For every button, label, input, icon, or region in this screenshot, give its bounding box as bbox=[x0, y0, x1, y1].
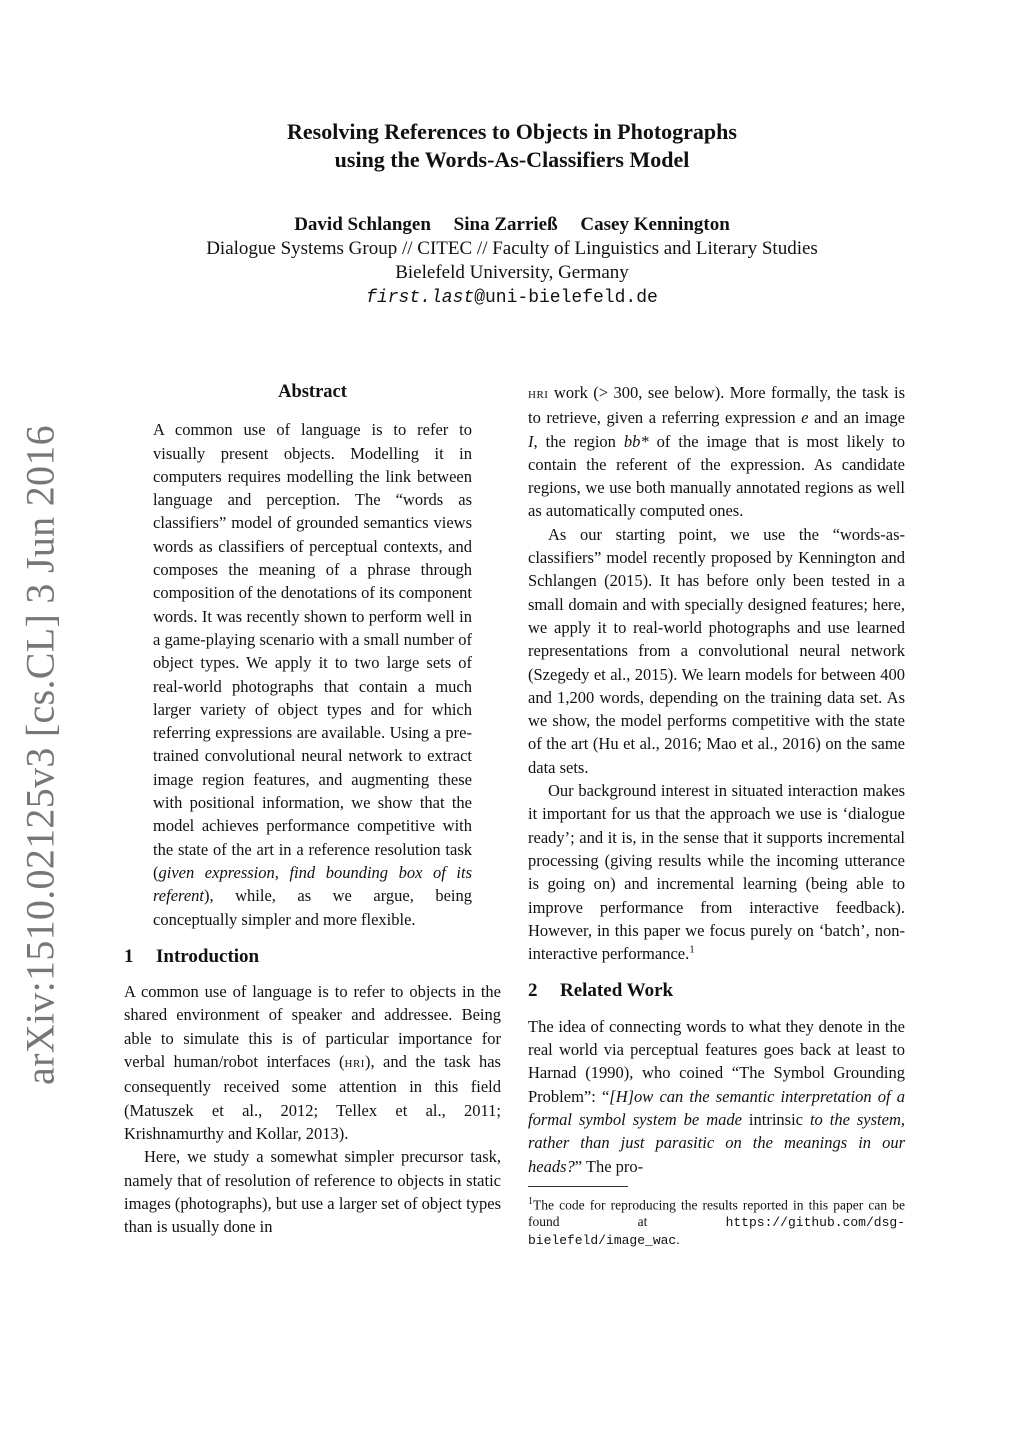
section-number: 1 bbox=[124, 945, 134, 967]
related-quote-italic: to the system, rather than just parasitic on the meanings in our heads? bbox=[528, 1109, 905, 1176]
footnote-url-link[interactable]: https://github.com/dsg-bielefeld/image_wac bbox=[528, 1215, 905, 1249]
arxiv-sidebar bbox=[14, 425, 66, 1085]
hri-abbrev: hri bbox=[528, 386, 549, 402]
author-names bbox=[112, 213, 912, 237]
related-text: ” The pro- bbox=[574, 1156, 644, 1176]
left-column bbox=[124, 381, 501, 1238]
related-text: intrinsic bbox=[741, 1109, 810, 1129]
right-text: work (> 300, see below). More formally, the task is to retrieve, given a referring expression bbox=[528, 383, 905, 428]
author-name: Sina Zarrieß bbox=[453, 214, 558, 235]
right-paragraph-3 bbox=[528, 779, 905, 965]
intro-paragraph-1 bbox=[124, 980, 501, 1145]
right-paragraph-2: As our starting point, we use the “words-as-classifiers” model recently proposed by Kennington and Schlangen (2015). It has before only been tested in a small domain and with specially designed features; here, we apply it to real-world photographs and use learned representations from a convolutional neural network (Szegedy et al., 2015). We learn models for between 400 and 1,200 words, depending on the training data set. As we show, the model performs competitive with the state of the art (Hu et al., 2016; Mao et al., 2016) on the same data sets. bbox=[528, 524, 905, 777]
email-domain: @uni-bielefeld.de bbox=[474, 288, 658, 308]
abstract-text-italic: given expression, find bounding box of its referent bbox=[153, 862, 472, 906]
affiliation: Dialogue Systems Group // CITEC // Faculty of Linguistics and Literary Studies bbox=[206, 238, 818, 259]
intro-text: A common use of language is to refer to objects in the shared environment of speaker and addressee. Being able to simulate this is of particular importance for verbal human/robot interfaces ( bbox=[124, 982, 501, 1072]
footnote-label: 1 bbox=[528, 1195, 533, 1207]
author-name: Casey Kennington bbox=[580, 214, 730, 235]
arxiv-identifier: arXiv:1510.02125v3 [cs.CL] 3 Jun 2016 bbox=[17, 425, 63, 1085]
section-number: 2 bbox=[528, 980, 538, 1002]
abstract-text-main: A common use of language is to refer to visually present objects. Modelling it in computers requires modelling the link between language and perception. The “words as classifiers” model of grounded semantics views words as classifiers of perceptual contexts, and composes the meaning of a phrase through composition of the denotations of its component words. It was recently shown to perform well in a game-playing scenario with a small number of object types. We apply it to two large sets of real-world photographs that contain a much larger variety of object types and for which referring expressions are available. Using a pre-trained convolutional neural network to extract image region features, and augmenting these with positional information, we show that the model achieves performance competitive with the state of the art in a reference resolution task ( bbox=[153, 420, 472, 882]
math-e: e bbox=[801, 408, 809, 428]
footnote-divider bbox=[528, 1186, 628, 1187]
title-line-2: using the Words-As-Classifiers Model bbox=[334, 147, 690, 172]
right-text: and an image bbox=[808, 408, 905, 428]
math-i: I bbox=[528, 431, 534, 451]
related-quote-italic: [H]ow can the semantic interpretation of a formal symbol system be made bbox=[528, 1086, 905, 1129]
abstract-text-end: ), while, as we argue, being conceptually simpler and more flexible. bbox=[153, 886, 472, 929]
author-block bbox=[112, 213, 912, 310]
related-text: The idea of connecting words to what they denote in the real world via perceptual features goes back at least to Harnad (1990), who coined “The Symbol Grounding Problem”: “ bbox=[528, 1016, 905, 1106]
section-heading-related-work bbox=[528, 979, 905, 1002]
section-title: Related Work bbox=[560, 980, 674, 1002]
section-title: Introduction bbox=[156, 945, 260, 967]
title-line-1: Resolving References to Objects in Photographs bbox=[287, 119, 737, 144]
footnote bbox=[528, 1193, 905, 1250]
section-heading-introduction bbox=[124, 945, 501, 968]
abstract-text bbox=[153, 418, 472, 931]
hri-abbrev: hri bbox=[344, 1055, 365, 1072]
related-paragraph-1 bbox=[528, 1015, 905, 1178]
right-text: , the region bbox=[533, 431, 624, 451]
email-local-part: first.last bbox=[366, 288, 475, 308]
abstract-body bbox=[153, 418, 472, 931]
right-column bbox=[528, 381, 905, 1249]
university: Bielefeld University, Germany bbox=[395, 262, 629, 283]
intro-text: ), and the task has consequently received some attention in this field (Matuszek et al., 2012; Tellex et al., 2011; Krishnamurthy and Kollar, 2013). bbox=[124, 1052, 501, 1143]
paper-title bbox=[162, 118, 862, 174]
right-text: of the image that is most likely to contain the referent of the expression. As candidate regions, we use both manually annotated regions as well as automatically computed ones. bbox=[528, 431, 906, 521]
footnote-marker[interactable]: 1 bbox=[689, 943, 695, 956]
footnote-text: The code for reproducing the results reported in this paper can be found at bbox=[528, 1197, 905, 1230]
abstract-heading: Abstract bbox=[278, 382, 347, 402]
math-bb: bb* bbox=[623, 431, 649, 451]
right-paragraph-1 bbox=[528, 381, 905, 523]
footnote-text: . bbox=[676, 1232, 680, 1248]
author-email[interactable] bbox=[112, 286, 912, 310]
intro-paragraph-2: Here, we study a somewhat simpler precursor task, namely that of resolution of reference to objects in static images (photographs), but use a larger set of object types than is usually done in bbox=[124, 1147, 501, 1237]
author-name: David Schlangen bbox=[294, 214, 431, 235]
right-text: Our background interest in situated interaction makes it important for us that the approach we use is ‘dialogue ready’; and it is, in the sense that it supports incremental processing (giving results while the incoming utterance is going on) and incremental learning (being able to improve performance from interactive feedback). However, in this paper we focus purely on ‘batch’, non-interactive performance. bbox=[528, 781, 905, 964]
